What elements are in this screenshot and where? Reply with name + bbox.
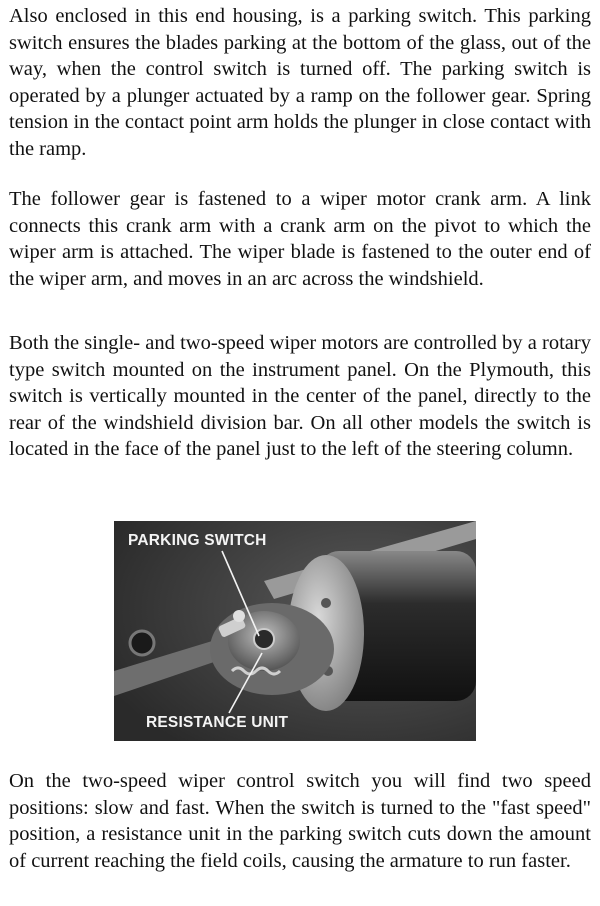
paragraph-rotary-switch: Both the single- and two-speed wiper motors are controlled by a rotary type switch mounted on the instrument panel. On the Plymouth, this switch is vertically mounted in the center of the panel, directly to the rear of the windshield division bar. On all other models the switch is located in the face of the panel just to the left of the steering column. — [9, 332, 591, 461]
resistance-unit-label: RESISTANCE UNIT — [146, 714, 289, 731]
paragraph-parking-switch: Also enclosed in this end housing, is a parking switch. This parking switch ensures the blades parking at the bottom of the glass, out of the way, when the control switch is turned off. The parking switch is operated by a plunger actuated by a ramp on the follower gear. Spring tension in the contact point arm holds the plunger in close contact with the ramp. — [9, 5, 591, 160]
paragraph-two-speed-switch: On the two-speed wiper control switch you will find two speed positions: slow and fast. When the switch is turned to the "fast speed" position, a resistance unit in the parking switch cuts down the amount of current reaching the field coils, causing the armature to run faster. — [9, 770, 591, 872]
bracket-hole — [130, 631, 154, 655]
parking-switch-label: PARKING SWITCH — [128, 532, 267, 549]
parking-switch-plunger — [233, 610, 245, 622]
paragraph-follower-gear: The follower gear is fastened to a wiper motor crank arm. A link connects this crank arm with a crank arm on the pivot to which the wiper arm is attached. The wiper blade is fastened to the outer end of the wiper arm, and moves in an arc across the windshield. — [9, 188, 591, 290]
cap-screw — [321, 598, 331, 608]
wiper-motor-photo — [114, 521, 476, 741]
wiper-motor-illustration — [114, 521, 476, 741]
